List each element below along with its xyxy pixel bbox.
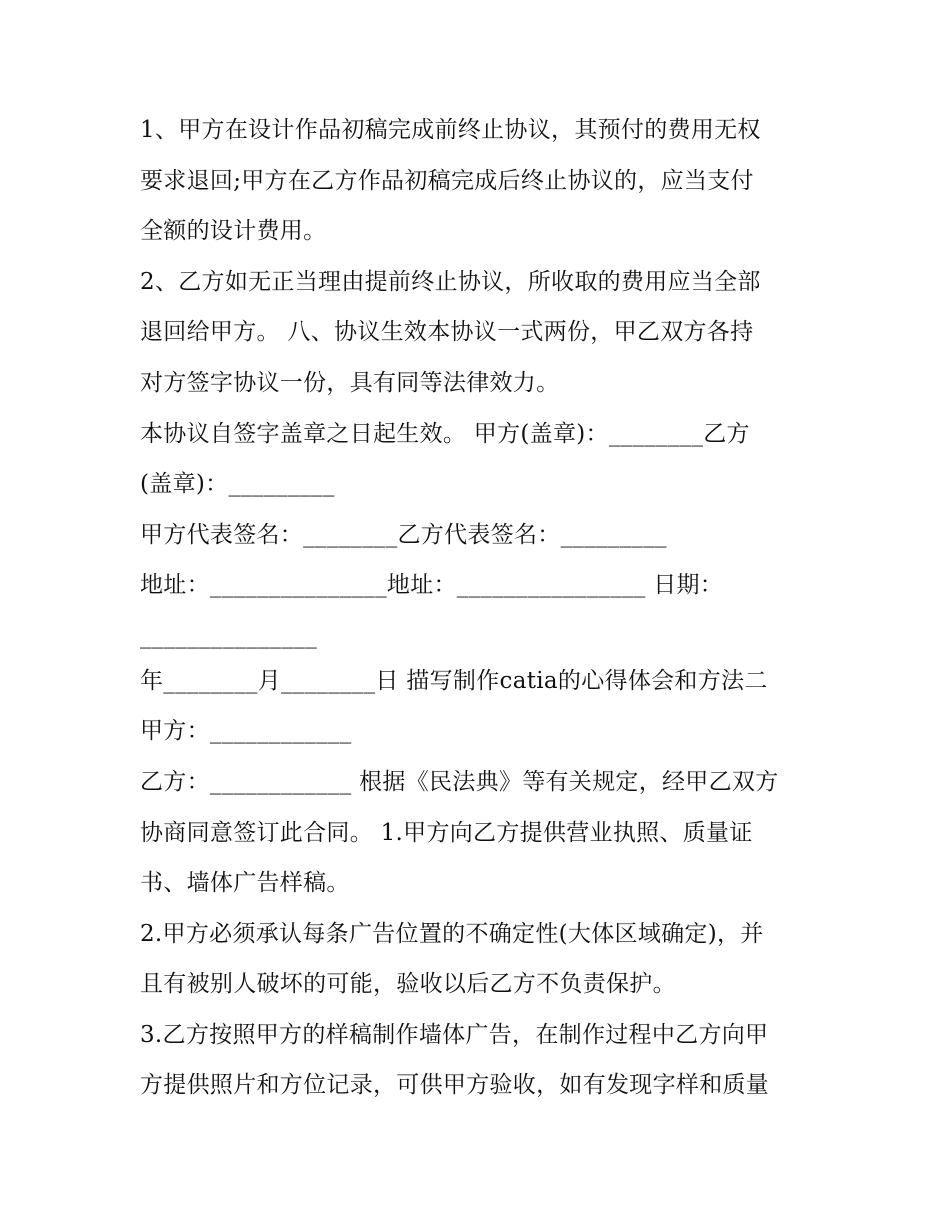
text-line: 方提供照片和方位记录，可供甲方验收，如有发现字样和质量 — [140, 1072, 770, 1098]
text-line: 2.甲方必须承认每条广告位置的不确定性(大体区域确定)，并 — [140, 921, 764, 947]
text-line: 年________月________日 描写制作catia的心得体会和方法二 — [140, 668, 768, 694]
text-line: _______________ — [140, 623, 317, 649]
text-line: 乙方：____________ 根据《民法典》等有关规定，经甲乙双方 — [140, 769, 779, 795]
text-line: 协商同意签订此合同。 1.甲方向乙方提供营业执照、质量证 — [140, 820, 753, 846]
text-line: 书、墙体广告样稿。 — [140, 870, 350, 896]
text-line: 全额的设计费用。 — [140, 218, 327, 244]
text-line: 地址：_______________地址：________________ 日期： — [140, 572, 724, 598]
text-line: 退回给甲方。 八、协议生效本协议一式两份，甲乙双方各持 — [140, 319, 754, 345]
text-line: 要求退回;甲方在乙方作品初稿完成后终止协议的，应当支付 — [140, 168, 754, 194]
text-line: 对方签字协议一份，具有同等法律效力。 — [140, 370, 560, 396]
text-line: (盖章)：_________ — [140, 471, 335, 497]
text-line: 甲方：____________ — [140, 718, 352, 744]
text-line: 3.乙方按照甲方的样稿制作墙体广告，在制作过程中乙方向甲 — [140, 1022, 769, 1048]
text-line: 本协议自签字盖章之日起生效。 甲方(盖章)：________乙方 — [140, 421, 750, 447]
text-line: 甲方代表签名：________乙方代表签名：_________ — [140, 522, 667, 548]
text-line: 2、乙方如无正当理由提前终止协议，所收取的费用应当全部 — [140, 269, 761, 295]
text-line: 且有被别人破坏的可能，验收以后乙方不负责保护。 — [140, 971, 676, 997]
text-line: 1、甲方在设计作品初稿完成前终止协议，其预付的费用无权 — [140, 117, 761, 143]
